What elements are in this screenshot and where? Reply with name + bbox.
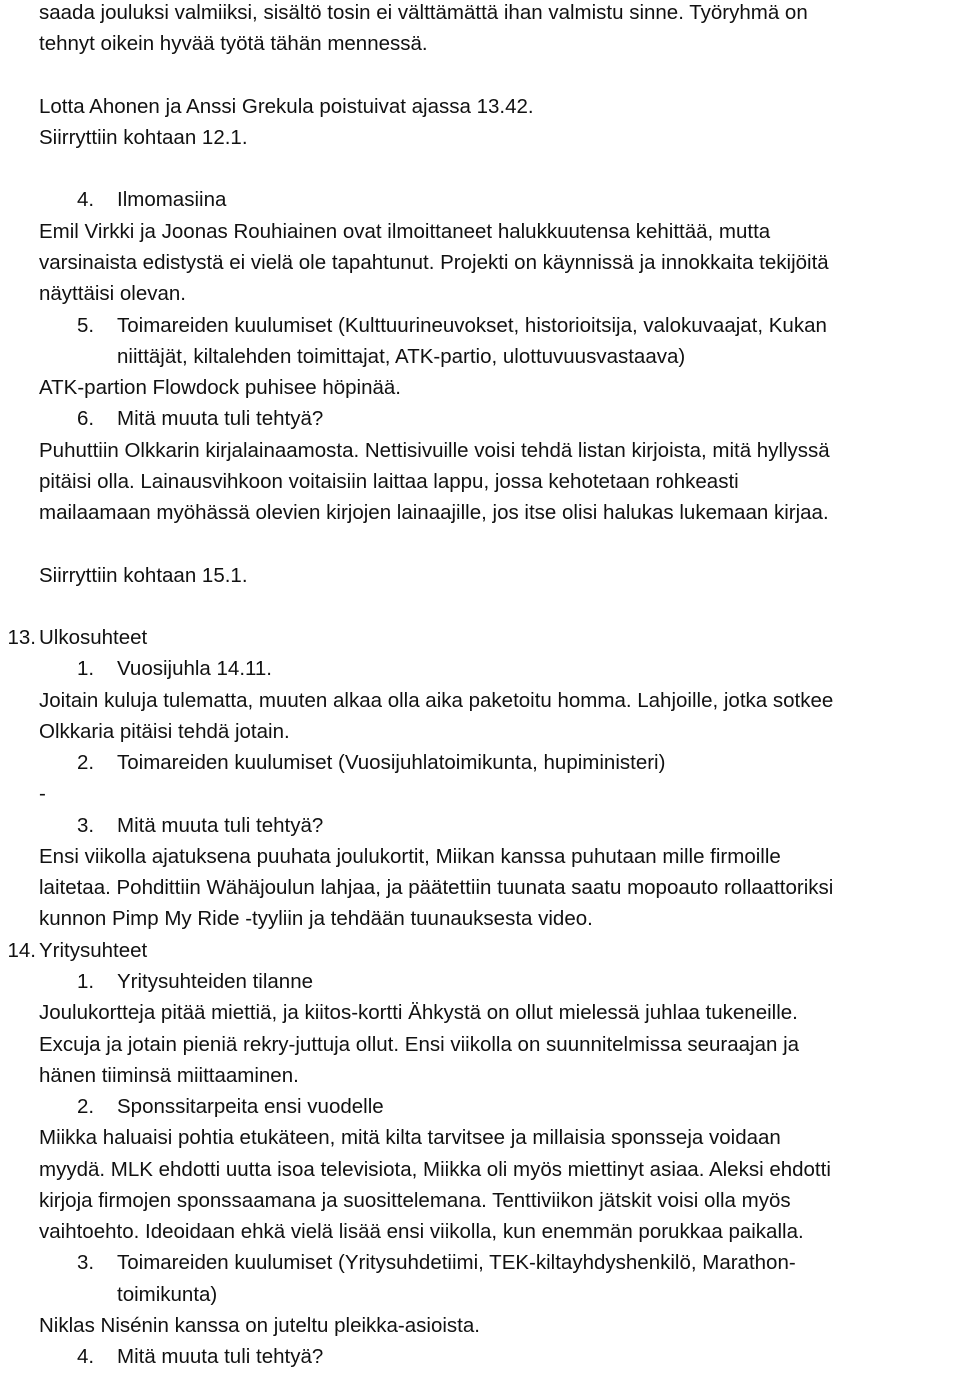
dash-line: - — [39, 782, 46, 805]
text-line: Puhuttiin Olkkarin kirjalainaamosta. Nettisivuille voisi tehdä listan kirjoista, mitä hyllyssä — [39, 439, 830, 462]
list-item-number: 2. — [77, 751, 95, 774]
text-line: ATK-partion Flowdock puhisee höpinää. — [39, 376, 401, 399]
text-line: saada jouluksi valmiiksi, sisältö tosin ei välttämättä ihan valmistu sinne. Työryhmä on — [39, 1, 808, 24]
text-line: Olkkaria pitäisi tehdä jotain. — [39, 720, 290, 743]
list-item-text: Mitä muuta tuli tehtyä? — [117, 814, 324, 837]
text-line: hänen tiiminsä miittaaminen. — [39, 1064, 299, 1087]
list-item-text: Yritysuhteiden tilanne — [117, 970, 314, 993]
list-item-text: niittäjät, kiltalehden toimittajat, ATK-partio, ulottuvuusvastaava) — [117, 345, 686, 368]
text-line: Lotta Ahonen ja Anssi Grekula poistuivat ajassa 13.42. — [39, 95, 534, 118]
list-item-text: Toimareiden kuulumiset (Kulttuurineuvokset, historioitsija, valokuvaajat, Kukan — [117, 314, 827, 337]
list-item-text: Vuosijuhla 14.11. — [117, 657, 273, 680]
list-item-number: 2. — [77, 1095, 95, 1118]
text-line: Miikka haluaisi pohtia etukäteen, mitä kilta tarvitsee ja millaisia sponsseja voidaan — [39, 1126, 781, 1149]
text-line: vaihtoehto. Ideoidaan ehkä vielä lisää ensi viikolla, kun enemmän porukkaa paikalla. — [39, 1220, 804, 1243]
list-item-text: Toimareiden kuulumiset (Vuosijuhlatoimikunta, hupiministeri) — [117, 751, 666, 774]
list-item-number: 6. — [77, 407, 95, 430]
text-line: varsinaista edistystä ei vielä ole tapahtunut. Projekti on käynnissä ja innokkaita tekijöitä — [39, 251, 829, 274]
text-line: Ensi viikolla ajatuksena puuhata joulukortit, Miikan kanssa puhutaan mille firmoille — [39, 845, 781, 868]
list-item-number: 5. — [77, 314, 95, 337]
section-title: Yritysuhteet — [39, 939, 148, 962]
list-item-text: Sponssitarpeita ensi vuodelle — [117, 1095, 384, 1118]
text-line: Siirryttiin kohtaan 15.1. — [39, 564, 248, 587]
list-item-number: 3. — [77, 1251, 95, 1274]
list-item-number: 3. — [77, 814, 95, 837]
list-item-text: Mitä muuta tuli tehtyä? — [117, 407, 324, 430]
section-number: 14. — [7, 939, 36, 962]
text-line: myydä. MLK ehdotti uutta isoa televisiota, Miikka oli myös miettinyt asiaa. Aleksi ehdotti — [39, 1158, 831, 1181]
text-line: Emil Virkki ja Joonas Rouhiainen ovat ilmoittaneet halukkuutensa kehittää, mutta — [39, 220, 771, 243]
text-line: laitetaa. Pohdittiin Wähäjoulun lahjaa, ja päätettiin tuunata saatu mopoauto rollaattoriksi — [39, 876, 834, 899]
text-line: mailaamaan myöhässä olevien kirjojen lainaajille, jos itse olisi halukas lukemaan kirjaa. — [39, 501, 829, 524]
list-item-number: 4. — [77, 1345, 95, 1368]
text-line: kunnon Pimp My Ride -tyyliin ja tehdään tuunauksesta video. — [39, 907, 593, 930]
list-item-text: Mitä muuta tuli tehtyä? — [117, 1345, 324, 1368]
list-item-text: Toimareiden kuulumiset (Yritysuhdetiimi, TEK-kiltayhdyshenkilö, Marathon- — [117, 1251, 796, 1274]
text-line: Joulukortteja pitää miettiä, ja kiitos-kortti Ähkystä on ollut mielessä juhlaa tukeneille. — [39, 1001, 798, 1024]
text-line: Niklas Nisénin kanssa on juteltu pleikka-asioista. — [39, 1314, 480, 1337]
list-item-number: 4. — [77, 188, 95, 211]
section-title: Ulkosuhteet — [39, 626, 148, 649]
text-line: Siirryttiin kohtaan 12.1. — [39, 126, 248, 149]
list-item-number: 1. — [77, 657, 95, 680]
list-item-number: 1. — [77, 970, 95, 993]
list-item-text: toimikunta) — [117, 1283, 218, 1306]
text-line: kirjoja firmojen sponssaamana ja suosittelemana. Tenttiviikon jätskit voisi olla myös — [39, 1189, 791, 1212]
text-line: tehnyt oikein hyvää työtä tähän mennessä. — [39, 32, 428, 55]
section-number: 13. — [7, 626, 36, 649]
text-line: Joitain kuluja tulematta, muuten alkaa olla aika paketoitu homma. Lahjoille, jotka sotkee — [39, 689, 834, 712]
text-line: pitäisi olla. Lainausvihkoon voitaisiin laittaa lappu, jossa kehotetaan rohkeasti — [39, 470, 739, 493]
text-line: näyttäisi olevan. — [39, 282, 187, 305]
list-item-text: Ilmomasiina — [117, 188, 227, 211]
text-line: Excuja ja jotain pieniä rekry-juttuja ollut. Ensi viikolla on suunnitelmissa seuraajan ja — [39, 1033, 800, 1056]
